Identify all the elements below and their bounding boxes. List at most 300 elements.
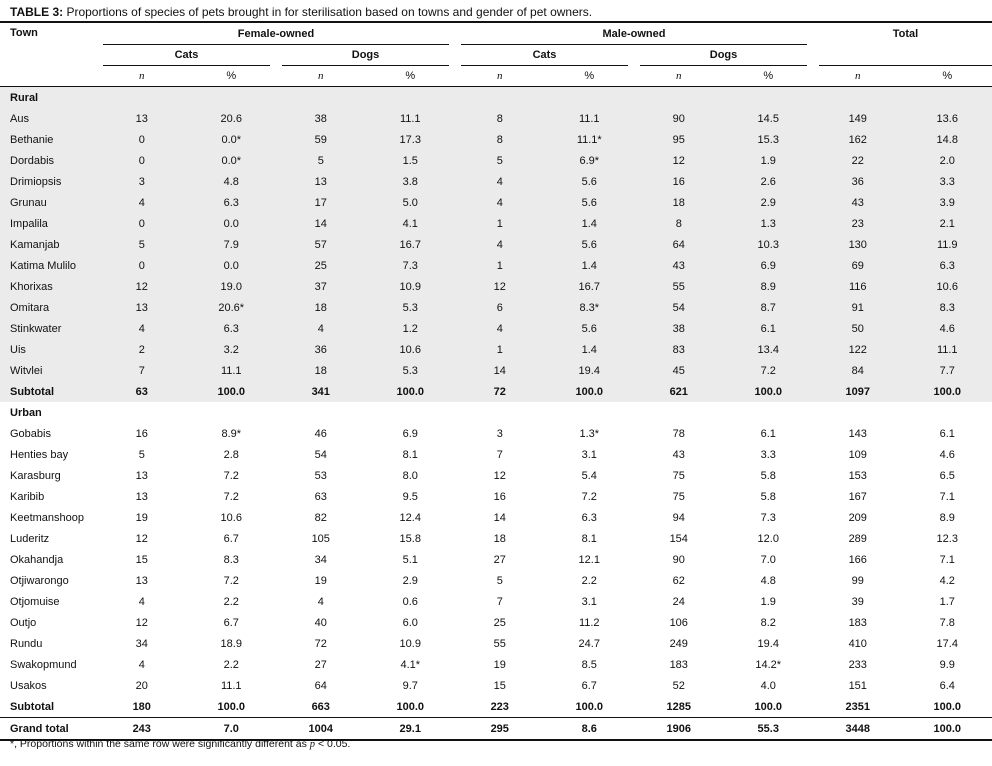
percent-cell: 6.7	[223, 532, 239, 545]
count-cell: 0	[97, 129, 187, 150]
count-cell: 1906	[634, 718, 724, 741]
percent-cell: 100.0	[366, 381, 456, 402]
percent-cell: 10.6	[366, 339, 456, 360]
percent-cell: 8.9	[939, 511, 955, 524]
count-cell: 180	[132, 700, 151, 713]
percent-cell: 8.6	[545, 718, 635, 741]
count-cell: 1285	[666, 700, 691, 713]
table-row	[0, 633, 992, 654]
percent-cell: 4.6	[903, 318, 992, 339]
header-n: n	[97, 66, 187, 87]
count-cell: 53	[314, 469, 327, 482]
table-row	[0, 423, 992, 444]
count-cell: 18	[276, 360, 366, 381]
percent-cell: 2.0	[903, 150, 992, 171]
percent-cell: 10.9	[366, 276, 456, 297]
count-cell: 1	[455, 339, 545, 360]
count-cell: 5	[496, 574, 503, 587]
count-cell: 64	[634, 234, 724, 255]
empty-cell	[634, 87, 724, 109]
percent-cell: 11.1	[220, 679, 242, 692]
count-cell: 23	[813, 213, 903, 234]
table-row	[0, 108, 992, 129]
percent-cell: 3.3	[760, 448, 776, 461]
empty-cell	[545, 402, 635, 423]
empty-cell	[634, 402, 724, 423]
percent-cell: 10.6	[903, 276, 992, 297]
table-row	[0, 360, 992, 381]
percent-cell: 5.4	[581, 469, 597, 482]
percent-cell: 7.3	[760, 511, 776, 524]
empty-cell	[724, 402, 814, 423]
count-cell: 143	[848, 427, 867, 440]
percent-cell: 14.5	[724, 108, 814, 129]
percent-cell: 1.4	[545, 213, 635, 234]
percent-cell: 6.1	[939, 427, 955, 440]
percent-cell: 2.2	[581, 574, 597, 587]
percent-cell: 7.0	[187, 718, 277, 741]
header-percent: %	[724, 66, 814, 87]
table-row	[0, 654, 992, 675]
table-row	[0, 129, 992, 150]
percent-cell: 8.2	[760, 616, 776, 629]
percent-cell: 8.7	[724, 297, 814, 318]
percent-cell: 19.0	[187, 276, 277, 297]
count-cell: 1004	[276, 718, 366, 741]
percent-cell: 17.3	[366, 129, 456, 150]
empty-cell	[366, 402, 456, 423]
count-cell: 18	[493, 532, 506, 545]
town-cell: Drimiopsis	[0, 171, 97, 192]
town-cell: Henties bay	[10, 448, 69, 461]
percent-cell: 10.6	[220, 511, 242, 524]
count-cell: 105	[311, 532, 330, 545]
town-cell: Grand total	[0, 718, 97, 741]
percent-cell: 100.0	[933, 700, 962, 713]
data-table	[0, 24, 992, 741]
percent-cell: 7.7	[903, 360, 992, 381]
percent-cell: 10.3	[724, 234, 814, 255]
section-header-row	[0, 402, 992, 423]
count-cell: 2351	[845, 700, 870, 713]
table-row	[0, 192, 992, 213]
percent-cell: 7.8	[939, 616, 955, 629]
percent-cell: 4.1*	[400, 658, 421, 671]
empty-cell	[545, 87, 635, 109]
table-row	[0, 465, 992, 486]
count-cell: 1097	[813, 381, 903, 402]
table-row	[0, 234, 992, 255]
count-cell: 72	[455, 381, 545, 402]
percent-cell: 7.2	[223, 574, 239, 587]
town-cell: Grunau	[0, 192, 97, 213]
count-cell: 4	[138, 658, 145, 671]
percent-cell: 5.6	[545, 192, 635, 213]
percent-cell: 2.8	[223, 448, 239, 461]
subtotal-row	[0, 696, 992, 718]
count-cell: 24	[672, 595, 685, 608]
town-cell: Usakos	[10, 679, 47, 692]
percent-cell: 2.2	[223, 658, 239, 671]
percent-cell: 1.4	[545, 255, 635, 276]
empty-cell	[276, 402, 366, 423]
percent-cell: 6.9*	[545, 150, 635, 171]
percent-cell: 7.1	[939, 490, 955, 503]
count-cell: 149	[813, 108, 903, 129]
percent-cell: 2.1	[903, 213, 992, 234]
header-blank	[0, 66, 97, 87]
percent-cell: 0.0	[187, 255, 277, 276]
count-cell: 13	[135, 574, 148, 587]
percent-cell: 4.0	[760, 679, 776, 692]
count-cell: 95	[634, 129, 724, 150]
count-cell: 72	[314, 637, 327, 650]
count-cell: 43	[634, 255, 724, 276]
count-cell: 37	[276, 276, 366, 297]
town-cell: Karasburg	[10, 469, 61, 482]
percent-cell: 2.6	[724, 171, 814, 192]
percent-cell: 4.2	[939, 574, 955, 587]
table-row	[0, 675, 992, 696]
count-cell: 6	[455, 297, 545, 318]
section-label: Urban	[10, 406, 42, 419]
count-cell: 16	[135, 427, 148, 440]
percent-cell: 1.3*	[579, 427, 600, 440]
empty-cell	[97, 402, 187, 423]
percent-cell: 14.2*	[755, 658, 782, 671]
percent-cell: 3.2	[187, 339, 277, 360]
percent-cell: 7.3	[366, 255, 456, 276]
count-cell: 84	[813, 360, 903, 381]
count-cell: 19	[493, 658, 506, 671]
count-cell: 16	[634, 171, 724, 192]
section-label: Rural	[0, 87, 97, 109]
town-cell: Luderitz	[10, 532, 50, 545]
percent-cell: 8.5	[581, 658, 597, 671]
percent-cell: 12.0	[757, 532, 779, 545]
percent-cell: 5.8	[760, 469, 776, 482]
count-cell: 13	[135, 469, 148, 482]
percent-cell: 1.4	[545, 339, 635, 360]
header-male-owned: Male-owned	[455, 24, 813, 45]
percent-cell: 100.0	[187, 381, 277, 402]
percent-cell: 11.1	[545, 108, 635, 129]
count-cell: 18	[276, 297, 366, 318]
table-label: TABLE 3:	[10, 5, 64, 19]
percent-cell: 0.0*	[187, 129, 277, 150]
town-cell: Subtotal	[10, 700, 54, 713]
town-cell: Rundu	[10, 637, 43, 650]
count-cell: 4	[455, 234, 545, 255]
percent-cell: 14.8	[903, 129, 992, 150]
town-cell: Gobabis	[10, 427, 51, 440]
percent-cell: 4.6	[939, 448, 955, 461]
percent-cell: 5.6	[545, 318, 635, 339]
count-cell: 3448	[813, 718, 903, 741]
count-cell: 63	[97, 381, 187, 402]
percent-cell: 1.5	[366, 150, 456, 171]
percent-cell: 9.7	[402, 679, 418, 692]
percent-cell: 0.0*	[187, 150, 277, 171]
percent-cell: 4.8	[760, 574, 776, 587]
table-row	[0, 150, 992, 171]
count-cell: 12	[455, 276, 545, 297]
percent-cell: 19.4	[757, 637, 779, 650]
count-cell: 106	[669, 616, 688, 629]
count-cell: 663	[311, 700, 330, 713]
percent-cell: 100.0	[724, 381, 814, 402]
count-cell: 153	[848, 469, 867, 482]
table-row	[0, 318, 992, 339]
count-cell: 243	[97, 718, 187, 741]
count-cell: 116	[813, 276, 903, 297]
percent-cell: 6.3	[187, 318, 277, 339]
percent-cell: 100.0	[754, 700, 783, 713]
town-cell: Dordabis	[0, 150, 97, 171]
count-cell: 12	[493, 469, 506, 482]
count-cell: 4	[97, 318, 187, 339]
count-cell: 54	[314, 448, 327, 461]
percent-cell: 5.1	[402, 553, 418, 566]
count-cell: 14	[276, 213, 366, 234]
percent-cell: 29.1	[366, 718, 456, 741]
town-cell: Khorixas	[0, 276, 97, 297]
percent-cell: 100.0	[545, 381, 635, 402]
count-cell: 8	[455, 129, 545, 150]
count-cell: 94	[672, 511, 685, 524]
count-cell: 122	[813, 339, 903, 360]
percent-cell: 3.1	[581, 448, 597, 461]
count-cell: 55	[493, 637, 506, 650]
percent-cell: 17.4	[936, 637, 958, 650]
percent-cell: 100.0	[903, 718, 992, 741]
count-cell: 1	[455, 255, 545, 276]
count-cell: 45	[634, 360, 724, 381]
town-cell: Otjomuise	[10, 595, 60, 608]
empty-cell	[724, 87, 814, 109]
empty-cell	[903, 402, 992, 423]
count-cell: 8	[634, 213, 724, 234]
count-cell: 18	[634, 192, 724, 213]
count-cell: 36	[813, 171, 903, 192]
header-total: Total	[813, 24, 992, 66]
percent-cell: 13.4	[724, 339, 814, 360]
count-cell: 0	[97, 150, 187, 171]
town-cell: Karibib	[10, 490, 45, 503]
percent-cell: 100.0	[217, 700, 246, 713]
percent-cell: 100.0	[575, 700, 604, 713]
percent-cell: 4.8	[187, 171, 277, 192]
percent-cell: 16.7	[366, 234, 456, 255]
percent-cell: 5.0	[366, 192, 456, 213]
percent-cell: 7.9	[187, 234, 277, 255]
table-row	[0, 486, 992, 507]
percent-cell: 11.1	[903, 339, 992, 360]
percent-cell: 11.9	[903, 234, 992, 255]
count-cell: 7	[496, 448, 503, 461]
percent-cell: 8.3	[223, 553, 239, 566]
count-cell: 12	[634, 150, 724, 171]
count-cell: 13	[97, 297, 187, 318]
table-row	[0, 549, 992, 570]
count-cell: 154	[669, 532, 688, 545]
percent-cell: 3.9	[903, 192, 992, 213]
count-cell: 5	[97, 234, 187, 255]
percent-cell: 55.3	[724, 718, 814, 741]
percent-cell: 6.9	[724, 255, 814, 276]
count-cell: 15	[135, 553, 148, 566]
count-cell: 5	[276, 150, 366, 171]
count-cell: 25	[276, 255, 366, 276]
count-cell: 19	[314, 574, 327, 587]
count-cell: 621	[634, 381, 724, 402]
count-cell: 3	[97, 171, 187, 192]
count-cell: 69	[813, 255, 903, 276]
table-row	[0, 276, 992, 297]
percent-cell: 6.1	[760, 427, 776, 440]
empty-cell	[903, 87, 992, 109]
empty-cell	[813, 402, 903, 423]
town-cell: Katima Mulilo	[0, 255, 97, 276]
count-cell: 167	[848, 490, 867, 503]
count-cell: 7	[97, 360, 187, 381]
percent-cell: 7.2	[223, 490, 239, 503]
count-cell: 4	[317, 595, 324, 608]
percent-cell: 6.1	[724, 318, 814, 339]
percent-cell: 7.1	[939, 553, 955, 566]
percent-cell: 11.1	[187, 360, 277, 381]
count-cell: 54	[634, 297, 724, 318]
percent-cell: 7.2	[581, 490, 597, 503]
percent-cell: 5.6	[545, 171, 635, 192]
town-cell: Swakopmund	[10, 658, 77, 671]
empty-cell	[97, 87, 187, 109]
count-cell: 13	[135, 490, 148, 503]
count-cell: 183	[848, 616, 867, 629]
percent-cell: 15.3	[724, 129, 814, 150]
header-male-dogs: Dogs	[634, 45, 813, 66]
percent-cell: 1.3	[724, 213, 814, 234]
count-cell: 12	[97, 276, 187, 297]
footnote: *, Proportions within the same row were significantly different as p < 0.05.	[10, 738, 351, 750]
count-cell: 7	[496, 595, 503, 608]
count-cell: 5	[455, 150, 545, 171]
percent-cell: 5.3	[366, 297, 456, 318]
subtotal-row	[0, 381, 992, 402]
count-cell: 63	[314, 490, 327, 503]
header-n: n	[634, 66, 724, 87]
count-cell: 0	[97, 213, 187, 234]
percent-cell: 8.9*	[221, 427, 242, 440]
percent-cell: 18.9	[220, 637, 242, 650]
percent-cell: 6.7	[581, 679, 597, 692]
count-cell: 34	[135, 637, 148, 650]
percent-cell: 6.9	[402, 427, 418, 440]
count-cell: 183	[669, 658, 688, 671]
count-cell: 75	[672, 469, 685, 482]
count-cell: 1	[455, 213, 545, 234]
percent-cell: 9.9	[939, 658, 955, 671]
percent-cell: 8.1	[581, 532, 597, 545]
percent-cell: 4.1	[366, 213, 456, 234]
count-cell: 91	[813, 297, 903, 318]
count-cell: 13	[97, 108, 187, 129]
percent-cell: 2.9	[402, 574, 418, 587]
table-row	[0, 297, 992, 318]
count-cell: 0	[97, 255, 187, 276]
percent-cell: 7.0	[760, 553, 776, 566]
town-cell: Uis	[0, 339, 97, 360]
percent-cell: 3.1	[581, 595, 597, 608]
table-row	[0, 507, 992, 528]
empty-cell	[187, 402, 277, 423]
count-cell: 4	[138, 595, 145, 608]
count-cell: 166	[848, 553, 867, 566]
percent-cell: 0.0	[187, 213, 277, 234]
count-cell: 209	[848, 511, 867, 524]
count-cell: 27	[493, 553, 506, 566]
town-cell: Subtotal	[0, 381, 97, 402]
percent-cell: 6.4	[939, 679, 955, 692]
town-cell: Outjo	[10, 616, 37, 629]
count-cell: 20	[135, 679, 148, 692]
count-cell: 75	[672, 490, 685, 503]
percent-cell: 6.3	[187, 192, 277, 213]
percent-cell: 20.6*	[187, 297, 277, 318]
table-title: Proportions of species of pets brought in for sterilisation based on towns and gender of pet owners.	[63, 5, 593, 19]
percent-cell: 11.1*	[545, 129, 635, 150]
percent-cell: 8.9	[724, 276, 814, 297]
table-row	[0, 255, 992, 276]
percent-cell: 100.0	[903, 381, 992, 402]
town-cell: Otjiwarongo	[10, 574, 69, 587]
count-cell: 4	[455, 318, 545, 339]
count-cell: 82	[314, 511, 327, 524]
count-cell: 5	[138, 448, 145, 461]
count-cell: 99	[851, 574, 864, 587]
percent-cell: 8.3*	[545, 297, 635, 318]
percent-cell: 20.6	[187, 108, 277, 129]
count-cell: 34	[314, 553, 327, 566]
percent-cell: 6.3	[581, 511, 597, 524]
count-cell: 12	[135, 616, 148, 629]
town-cell: Keetmanshoop	[10, 511, 84, 524]
percent-cell: 6.0	[402, 616, 418, 629]
count-cell: 223	[490, 700, 509, 713]
count-cell: 27	[314, 658, 327, 671]
count-cell: 162	[813, 129, 903, 150]
town-cell: Bethanie	[0, 129, 97, 150]
empty-cell	[455, 87, 545, 109]
count-cell: 17	[276, 192, 366, 213]
table-row	[0, 612, 992, 633]
count-cell: 12	[135, 532, 148, 545]
count-cell: 4	[276, 318, 366, 339]
count-cell: 16	[493, 490, 506, 503]
table-row	[0, 570, 992, 591]
percent-cell: 1.2	[366, 318, 456, 339]
count-cell: 4	[455, 192, 545, 213]
percent-cell: 0.6	[402, 595, 418, 608]
count-cell: 130	[813, 234, 903, 255]
percent-cell: 15.8	[399, 532, 421, 545]
percent-cell: 24.7	[578, 637, 600, 650]
header-female-cats: Cats	[97, 45, 276, 66]
count-cell: 57	[276, 234, 366, 255]
empty-cell	[187, 87, 277, 109]
count-cell: 59	[276, 129, 366, 150]
count-cell: 90	[634, 108, 724, 129]
